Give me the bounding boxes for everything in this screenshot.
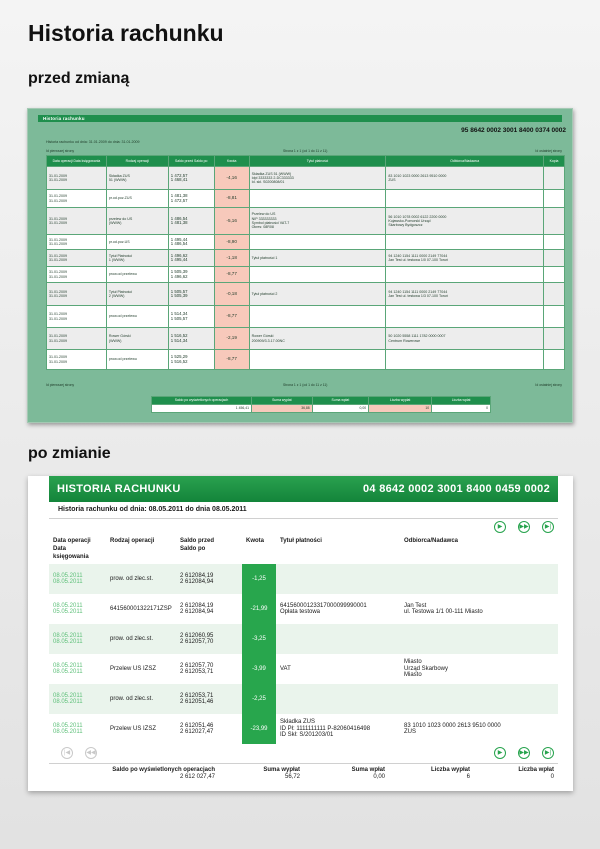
old-cell-balance: 1 481,38 1 472,57: [168, 190, 214, 208]
old-transactions-table: [46, 155, 565, 370]
new-cell-date: 08.05.2011 08.05.2011: [49, 564, 106, 594]
play-icon[interactable]: ▶: [494, 747, 506, 759]
old-cell-type: Rower Górski (WWW): [106, 328, 168, 350]
new-summary-table: [49, 767, 558, 781]
old-cell-date: 31.01.2009 31.01.2009: [47, 250, 107, 267]
old-cell-balance: 1 505,39 1 496,62: [168, 267, 214, 283]
old-nav-page-info: Strona 1 z 1 (od 1 do 11 z 11): [283, 149, 328, 153]
new-cell-type: prow. od zlec.st.: [106, 684, 176, 714]
old-cell-title: [249, 306, 386, 328]
old-table-row[interactable]: [47, 283, 565, 306]
old-summary-header: Saldo po wyświetlonych operacjach: [152, 397, 252, 405]
old-account-number: 95 8642 0002 3001 8400 0374 0002: [461, 127, 566, 134]
old-summary-header: Liczba wypłat: [369, 397, 432, 405]
old-cell-date: 31.01.2009 31.01.2009: [47, 208, 107, 235]
old-cell-balance: 1 496,62 1 495,44: [168, 250, 214, 267]
old-cell-date: 31.01.2009 31.01.2009: [47, 190, 107, 208]
new-screenshot: [28, 476, 573, 791]
old-col-title[interactable]: Tytuł płatności: [249, 156, 386, 167]
old-screenshot: [27, 108, 573, 423]
new-cell-party: 83 1010 1023 0000 2613 9510 0000 ZUS: [400, 714, 558, 744]
old-summary-value: 0: [432, 405, 491, 413]
old-table-row[interactable]: [47, 190, 565, 208]
old-cell-date: 31.01.2009 31.01.2009: [47, 283, 107, 306]
new-cell-title: [276, 624, 400, 654]
old-cell-date: 31.01.2009 31.01.2009: [47, 267, 107, 283]
old-cell-balance: 1 495,44 1 486,54: [168, 235, 214, 250]
old-cell-party: 56 1010 1078 0002 6122 2200 0000 Kujawsko-Pomorski Urząd Skarbowy Bydgoszcz: [386, 208, 544, 235]
play-icon[interactable]: ▶: [494, 521, 506, 533]
new-col-balance[interactable]: Saldo przed Saldo po: [180, 538, 215, 552]
old-nav-last-link-bottom[interactable]: Id ostatniej strony: [535, 383, 562, 387]
old-cell-title: Tytuł płatności 1: [249, 250, 386, 267]
old-cell-amount: -4,16: [214, 167, 249, 190]
old-table-row[interactable]: [47, 350, 565, 370]
old-cell-party: [386, 190, 544, 208]
old-nav-page-info-bottom: Strona 1 z 1 (od 1 do 11 z 11): [283, 383, 328, 387]
new-col-title[interactable]: Tytuł płatności: [280, 538, 322, 544]
new-cell-balance: 2 612053,71 2 612051,46: [176, 684, 242, 714]
old-cell-date: 31.01.2009 31.01.2009: [47, 235, 107, 250]
old-cell-copy[interactable]: [544, 306, 565, 328]
new-cell-type: prow. od zlec.st.: [106, 564, 176, 594]
old-col-copy[interactable]: Kopia: [544, 156, 565, 167]
new-summary-header: Liczba wpłat: [518, 767, 554, 773]
old-cell-party: 50 1020 5558 1111 1782 0000 0007 Centrum Rowerowe: [386, 328, 544, 350]
new-cell-balance: 2 612060,95 2 612057,70: [176, 624, 242, 654]
new-pagination-bottom-left: [61, 747, 97, 759]
new-cell-title: 64156000123317000099990001 Opłata testowa: [276, 594, 400, 624]
old-cell-party: 83 1010 1023 0000 2613 9510 0000 ZUS: [386, 167, 544, 190]
new-cell-date: 08.05.2011 05.05.2011: [49, 594, 106, 624]
old-cell-date: 31.01.2009 31.01.2009: [47, 167, 107, 190]
old-cell-amount: -8,77: [214, 267, 249, 283]
old-cell-copy[interactable]: [544, 208, 565, 235]
old-cell-balance: 1 472,57 1 468,41: [168, 167, 214, 190]
old-cell-type: Składka ZUS 51 (WWW): [106, 167, 168, 190]
old-cell-type: Tytuł Płatności 1 (WWW): [106, 250, 168, 267]
new-cell-type: prow. od zlec.st.: [106, 624, 176, 654]
old-summary-value: 36,88: [252, 405, 313, 413]
old-table-row[interactable]: [47, 167, 565, 190]
old-col-balance[interactable]: Saldo przed Saldo po: [168, 156, 214, 167]
old-cell-copy[interactable]: [544, 250, 565, 267]
old-col-type[interactable]: Rodzaj operacji: [106, 156, 168, 167]
new-cell-title: [276, 684, 400, 714]
old-summary-header: Suma wpłat: [312, 397, 368, 405]
old-cell-title: [249, 190, 386, 208]
new-summary-value: 6: [466, 774, 470, 780]
old-cell-title: [249, 350, 386, 370]
old-cell-amount: -8,77: [214, 306, 249, 328]
new-summary-header: Suma wypłat: [263, 767, 300, 773]
divider: [49, 518, 558, 519]
new-summary-value: 0,00: [373, 774, 385, 780]
before-label: przed zmianą: [28, 70, 130, 87]
new-cell-balance: 2 612084,19 2 612084,94: [176, 564, 242, 594]
old-date-range: Historia rachunku od dnia: 31.01.2009 do dnia: 31.01.2009: [46, 140, 140, 144]
old-summary-value: 1 456,41: [152, 405, 252, 413]
new-summary-header: Liczba wypłat: [430, 767, 470, 773]
new-cell-title: VAT: [276, 654, 400, 684]
old-summary-value: 0,00: [312, 405, 368, 413]
divider: [49, 763, 558, 764]
new-cell-party: Miasto Urząd Skarbowy Miasto: [400, 654, 558, 684]
new-transactions-table: [49, 536, 558, 744]
old-summary-header: Suma wypłat: [252, 397, 313, 405]
new-cell-amount: -2,25: [242, 684, 276, 714]
old-summary-header: Liczba wpłat: [432, 397, 491, 405]
old-cell-balance: 1 525,29 1 516,52: [168, 350, 214, 370]
new-table-row[interactable]: [49, 684, 558, 714]
old-cell-amount: -5,16: [214, 208, 249, 235]
new-table-header: [49, 536, 558, 564]
old-cell-amount: -0,18: [214, 283, 249, 306]
old-table-row[interactable]: [47, 235, 565, 250]
new-cell-type: Przelew US IZSZ: [106, 654, 176, 684]
new-date-range: Historia rachunku od dnia: 08.05.2011 do dnia 08.05.2011: [58, 506, 247, 513]
new-cell-date: 08.05.2011 08.05.2011: [49, 624, 106, 654]
new-cell-amount: -1,25: [242, 564, 276, 594]
old-header: Historia rachunku: [38, 115, 562, 122]
new-pagination-top: [494, 521, 554, 533]
new-cell-amount: -23,99: [242, 714, 276, 744]
new-table-row[interactable]: [49, 624, 558, 654]
old-cell-title: [249, 235, 386, 250]
old-cell-copy[interactable]: [544, 328, 565, 350]
new-cell-party: [400, 684, 558, 714]
old-cell-party: [386, 235, 544, 250]
old-cell-type: prow.od przelewu: [106, 306, 168, 328]
new-header: [49, 476, 558, 502]
old-cell-title: Składka ZUS 51 (WWW) Idpl 3333333 2-DC333333 Id. skł. S0200808/01: [249, 167, 386, 190]
old-cell-date: 31.01.2009 31.01.2009: [47, 328, 107, 350]
old-cell-party: [386, 350, 544, 370]
old-cell-balance: 1 514,34 1 505,57: [168, 306, 214, 328]
old-cell-party: 94 1240 1154 1111 0000 2149 77044 Jan Test ul. testowa 1/0 07-100 Toruń: [386, 250, 544, 267]
old-table-row[interactable]: [47, 306, 565, 328]
new-table-row[interactable]: [49, 594, 558, 624]
old-table-row[interactable]: [47, 208, 565, 235]
old-cell-title: Tytuł płatności 2: [249, 283, 386, 306]
old-cell-copy[interactable]: [544, 235, 565, 250]
old-col-date[interactable]: Data operacji Data księgowania: [47, 156, 107, 167]
old-nav-first-link-bottom[interactable]: Id pierwszej strony: [46, 383, 75, 387]
old-cell-type: Tytuł Płatności 2 (WWW): [106, 283, 168, 306]
new-col-amount[interactable]: Kwota: [246, 538, 264, 544]
new-table-row[interactable]: [49, 564, 558, 594]
old-table-row[interactable]: [47, 267, 565, 283]
new-header-title: HISTORIA RACHUNKU: [57, 483, 181, 495]
new-col-type[interactable]: Rodzaj operacji: [110, 538, 155, 544]
old-cell-amount: -8,90: [214, 235, 249, 250]
new-cell-party: [400, 624, 558, 654]
new-col-date[interactable]: Data operacji Data księgowania: [53, 538, 91, 560]
old-table-row[interactable]: [47, 250, 565, 267]
old-summary-table: [151, 396, 491, 413]
page-title: Historia rachunku: [28, 20, 224, 46]
prev-page-icon[interactable]: ◀◀: [85, 747, 97, 759]
old-col-party[interactable]: Odbiorca/Nadawca: [386, 156, 544, 167]
new-summary-header: Saldo po wyświetlonych operacjach: [112, 767, 215, 773]
new-account-number: 04 8642 0002 3001 8400 0459 0002: [363, 483, 550, 495]
new-summary-header: Suma wpłat: [351, 767, 385, 773]
new-cell-balance: 2 612084,19 2 612084,94: [176, 594, 242, 624]
new-cell-amount: -3,25: [242, 624, 276, 654]
old-cell-date: 31.01.2009 31.01.2009: [47, 350, 107, 370]
new-cell-party: Jan Test ul. Testowa 1/1 00-111 Miasto: [400, 594, 558, 624]
old-cell-copy[interactable]: [544, 167, 565, 190]
new-summary-value: 56,72: [284, 774, 300, 780]
next-icon[interactable]: ▶▶: [518, 521, 530, 533]
old-cell-party: 94 1240 1154 1111 0000 2149 77044 Jan Test ul. testowa 1/3 07-100 Toruń: [386, 283, 544, 306]
new-cell-date: 08.05.2011 08.05.2011: [49, 654, 106, 684]
old-cell-copy[interactable]: [544, 283, 565, 306]
new-cell-title: Składka ZUS ID Pł: 1111111111 P-82060416498 ID Skł: S/201203/01: [276, 714, 400, 744]
old-cell-type: pr.od.poz.US: [106, 235, 168, 250]
last-page-icon[interactable]: ▶|: [542, 747, 554, 759]
new-cell-type: 641560001322171ZSP: [106, 594, 176, 624]
last-page-icon[interactable]: ▶|: [542, 521, 554, 533]
new-pagination-bottom-right: [494, 747, 554, 759]
old-cell-type: przelew do US (WWW): [106, 208, 168, 235]
old-cell-copy[interactable]: [544, 350, 565, 370]
old-nav-last-link[interactable]: Id ostatniej strony: [535, 149, 562, 153]
old-cell-party: [386, 306, 544, 328]
old-cell-amount: -8,81: [214, 190, 249, 208]
old-cell-balance: 1 516,52 1 514,34: [168, 328, 214, 350]
new-cell-amount: -3,99: [242, 654, 276, 684]
old-nav-first-link[interactable]: Id pierwszej strony: [46, 149, 75, 153]
old-cell-party: [386, 267, 544, 283]
new-cell-balance: 2 612057,70 2 612053,71: [176, 654, 242, 684]
old-summary-value: 10: [369, 405, 432, 413]
new-cell-amount: -21,99: [242, 594, 276, 624]
old-cell-amount: -8,77: [214, 350, 249, 370]
new-summary-value: 0: [550, 774, 554, 780]
new-col-party[interactable]: Odbiorca/Nadawca: [404, 538, 459, 544]
new-cell-title: [276, 564, 400, 594]
new-cell-date: 08.05.2011 08.05.2011: [49, 684, 106, 714]
old-cell-type: pr.od.poz.ZUS: [106, 190, 168, 208]
old-cell-amount: -1,18: [214, 250, 249, 267]
new-cell-date: 08.05.2011 08.05.2011: [49, 714, 106, 744]
after-label: po zmianie: [28, 445, 111, 462]
old-cell-copy[interactable]: [544, 267, 565, 283]
new-cell-party: [400, 564, 558, 594]
new-cell-balance: 2 612051,46 2 612027,47: [176, 714, 242, 744]
old-cell-date: 31.01.2009 31.01.2009: [47, 306, 107, 328]
new-cell-type: Przelew US IZSZ: [106, 714, 176, 744]
first-page-icon[interactable]: |◀: [61, 747, 73, 759]
new-table-row[interactable]: [49, 654, 558, 684]
old-cell-title: Przelew do US NIP 333333333 Symbol płatności VAT-7 Okres: 08R08: [249, 208, 386, 235]
old-col-amount[interactable]: Kwota: [214, 156, 249, 167]
old-cell-amount: -2,19: [214, 328, 249, 350]
old-cell-balance: 1 505,57 1 505,39: [168, 283, 214, 306]
old-table-header: [47, 156, 565, 167]
old-table-row[interactable]: [47, 328, 565, 350]
new-table-row[interactable]: [49, 714, 558, 744]
old-cell-title: [249, 267, 386, 283]
old-cell-balance: 1 486,54 1 481,38: [168, 208, 214, 235]
old-cell-copy[interactable]: [544, 190, 565, 208]
next-icon[interactable]: ▶▶: [518, 747, 530, 759]
old-cell-type: prow.od przelewu: [106, 267, 168, 283]
new-summary-value: 2 612 027,47: [179, 774, 215, 780]
old-cell-title: Rower Górski 200909/3.3.17.00NC: [249, 328, 386, 350]
old-cell-type: prow.od przelewu: [106, 350, 168, 370]
